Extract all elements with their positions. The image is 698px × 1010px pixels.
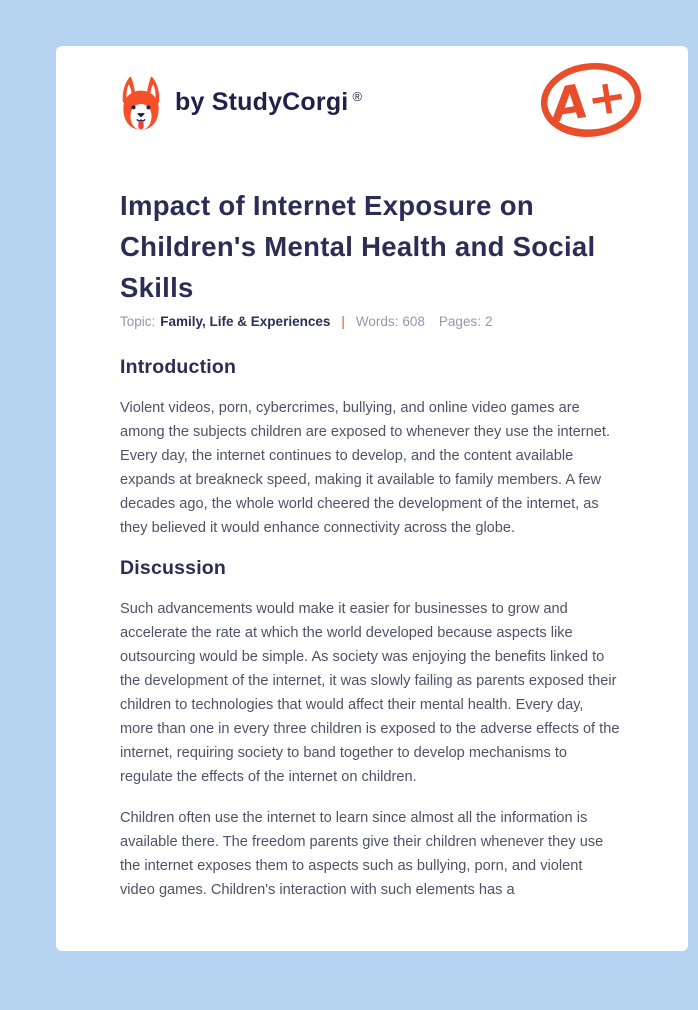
essay-title: Impact of Internet Exposure on Children's Mental Health and Social Skills [120,190,596,303]
header [120,67,631,134]
essay-meta [120,313,620,331]
stamp-grade-text: A+ [547,67,631,134]
paragraph: Children often use the internet to learn since almost all the information is available there. The freedom parents give their children whenever they use the internet exposes them to aspects such as bullying, porn, and violent video games. Children's interaction with such elements has a [120,810,604,898]
words-label: Words: [355,314,399,329]
registered-mark: ® [352,89,363,104]
pages-value: 2 [484,314,493,329]
section-heading-introduction: Introduction [120,356,237,378]
brand-text [175,88,362,117]
brand-logo[interactable] [120,76,362,132]
brand-name: by StudyCorgi [175,88,349,116]
words-value: 608 [402,314,425,329]
paragraph: Violent videos, porn, cybercrimes, bullying, and online video games are among the subjects children are exposed to whenever they use the internet. Every day, the internet continues to develop, and the content available expands at breakneck speed, making it available to family members. A few decades ago, the whole world cheered the development of the internet, as they believed it would enhance connectivity across the globe. [120,400,611,536]
pages-label: Pages: [438,314,481,329]
section-heading-discussion: Discussion [120,557,227,579]
section-discussion [120,557,620,902]
section-introduction [120,356,620,540]
paragraph: Such advancements would make it easier for businesses to grow and accelerate the rate at which the world developed because aspects like outsourcing would be simple. As society was enjoying the benefits linked to the development of the internet, it was slowly failing as parents exposed their children to technologies that would affect their mental health. Every day, more than one in every three children is exposed to the adverse effects of the internet, requiring society to band together to develop mechanisms to regulate the effects of the internet on children. [120,601,620,785]
essay-card [56,46,688,951]
corgi-icon [120,76,162,132]
meta-separator: | [341,314,345,329]
topic-value: Family, Life & Experiences [160,314,331,329]
topic-label: Topic: [120,314,156,329]
a-plus-stamp-icon [537,57,645,145]
